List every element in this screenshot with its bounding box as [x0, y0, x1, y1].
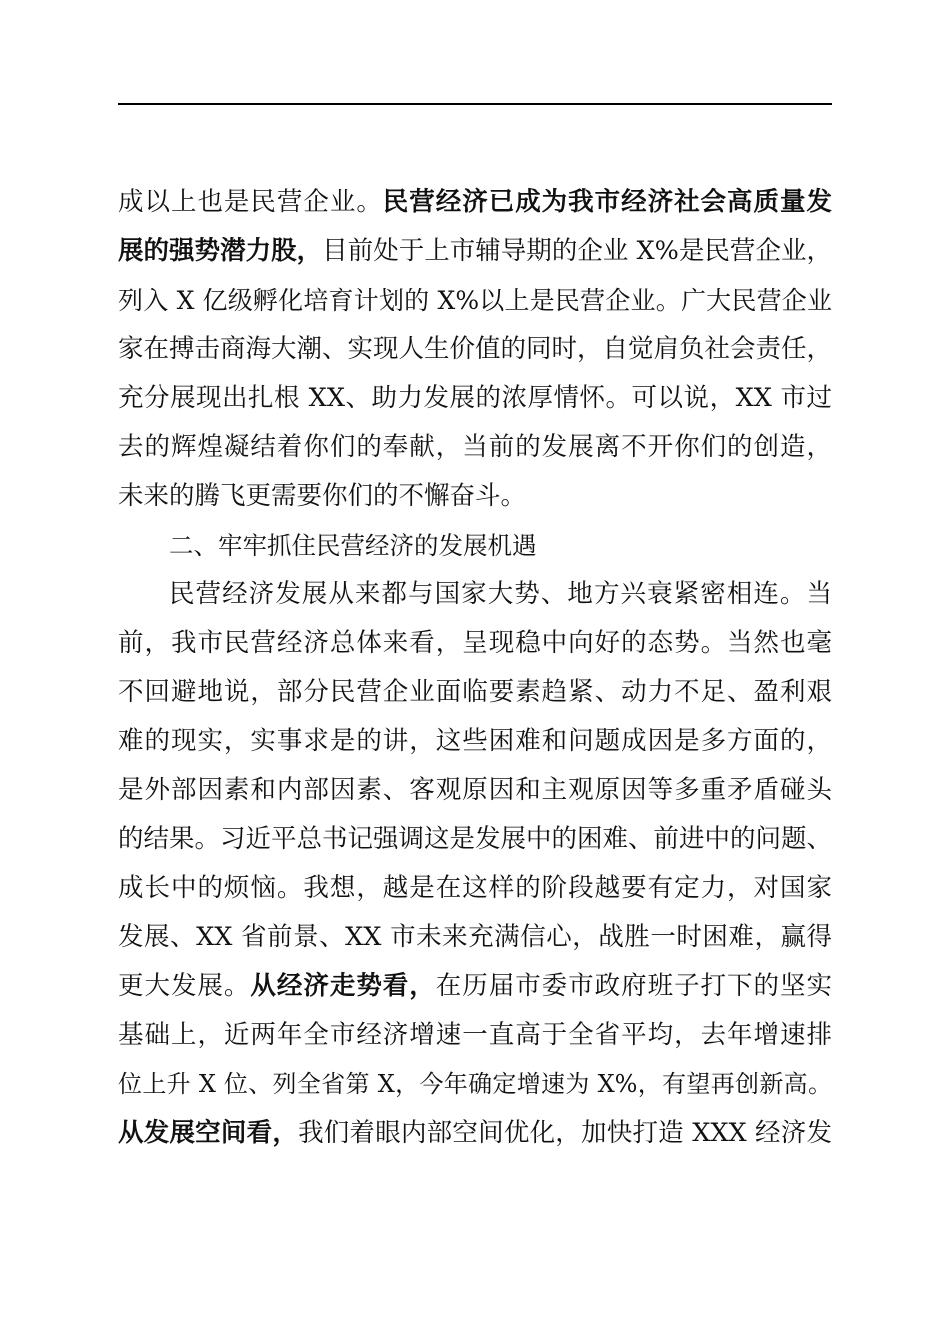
text-line-16: 发展、XX 省前景、XX 市未来充满信心，战胜一时困难，赢得 — [118, 922, 832, 952]
text-line-13: 是外部因素和内部因素、客观原因和主观原因等多重矛盾碰头 — [118, 775, 832, 805]
text-line-5: 充分展现出扎根 XX、助力发展的浓厚情怀。可以说，XX 市过 — [118, 383, 832, 413]
document-body — [118, 178, 832, 1158]
text-line-2: 展的强势潜力股，目前处于上市辅导期的企业 X%是民营企业， — [118, 236, 832, 266]
text-line-20: 从发展空间看，我们着眼内部空间优化，加快打造 XXX 经济发 — [118, 1118, 832, 1148]
text-line-10: 前，我市民营经济总体来看，呈现稳中向好的态势。当然也毫 — [118, 628, 832, 658]
text-line-1: 成以上也是民营企业。民营经济已成为我市经济社会高质量发 — [118, 187, 832, 217]
text-line-14: 的结果。习近平总书记强调这是发展中的困难、前进中的问题、 — [118, 824, 833, 854]
text-line-7: 未来的腾飞更需要你们的不懈奋斗。 — [118, 481, 527, 511]
text-line-6: 去的辉煌凝结着你们的奉献，当前的发展离不开你们的创造， — [118, 432, 832, 462]
text-line-17: 更大发展。从经济走势看，在历届市委市政府班子打下的坚实 — [118, 971, 832, 1001]
text-line-11: 不回避地说，部分民营企业面临要素趋紧、动力不足、盈利艰 — [118, 677, 832, 707]
text-line-19: 位上升 X 位、列全省第 X，今年确定增速为 X%，有望再创新高。 — [118, 1070, 832, 1098]
text-line-12: 难的现实，实事求是的讲，这些困难和问题成因是多方面的， — [118, 726, 832, 756]
text-line-18: 基础上，近两年全市经济增速一直高于全省平均，去年增速排 — [118, 1020, 832, 1050]
section-heading: 二、牢牢抓住民营经济的发展机遇 — [169, 531, 537, 560]
header-rule — [118, 103, 832, 105]
text-line-3: 列入 X 亿级孵化培育计划的 X%以上是民营企业。广大民营企业 — [118, 286, 832, 315]
text-line-4: 家在搏击商海大潮、实现人生价值的同时，自觉肩负社会责任， — [118, 334, 833, 364]
text-line-9: 民营经济发展从来都与国家大势、地方兴衰紧密相连。当 — [169, 579, 832, 609]
text-line-15: 成长中的烦恼。我想，越是在这样的阶段越要有定力，对国家 — [118, 873, 832, 903]
